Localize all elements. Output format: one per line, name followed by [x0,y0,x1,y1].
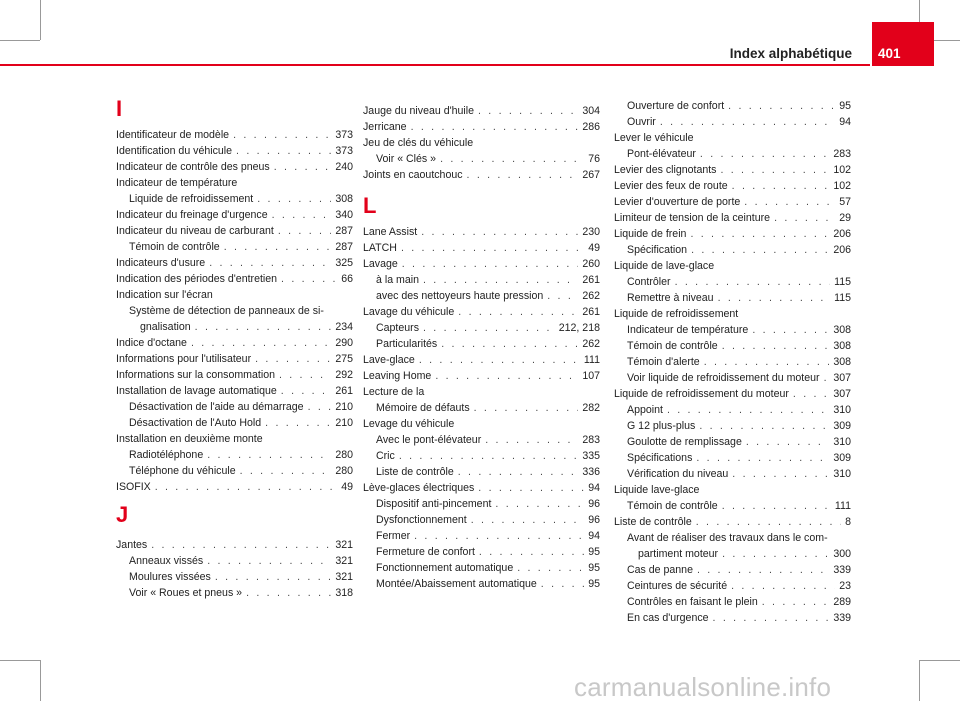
index-entry [614,194,851,210]
index-subentry [627,402,851,418]
index-subentry [376,288,600,304]
entry-label: Spécifications [627,452,693,464]
entry-label: Liste de contrôle [376,466,454,478]
index-subentry [129,191,353,207]
entry-page: 373 [335,129,353,141]
entry-page: 234 [335,321,353,333]
entry-label: Informations pour l'utilisateur [116,353,252,365]
entry-label: Jauge du niveau d'huile [363,105,474,117]
entry-label: Téléphone du véhicule [129,465,236,477]
index-heading [614,306,851,322]
index-subentry [627,594,851,610]
index-subentry [627,98,851,114]
index-entry [116,223,353,239]
entry-page: 309 [833,420,851,432]
entry-label: Indication des périodes d'entretien [116,273,278,285]
index-subentry [129,463,353,479]
entry-page: 95 [588,562,600,574]
entry-page: 96 [588,498,600,510]
entry-label: gnalisation [140,321,191,333]
entry-label: Remettre à niveau [627,292,714,304]
entry-page: 206 [833,228,851,240]
entry-label: Liste de contrôle [614,516,692,528]
entry-page: 115 [834,292,851,304]
entry-page: 210 [335,401,353,413]
section-letter: J [116,502,129,527]
entry-label: G 12 plus-plus [627,420,696,432]
entry-label: Fermeture de confort [376,546,475,558]
index-subentry [129,303,353,319]
index-subentry [376,576,600,592]
entry-label: Cas de panne [627,564,693,576]
entry-label: Ouvrir [627,116,656,128]
entry-page: 290 [335,337,353,349]
entry-page: 321 [335,539,353,551]
entry-page: 309 [833,452,851,464]
entry-label: Contrôles en faisant le plein [627,596,758,608]
entry-page: 102 [833,180,851,192]
entry-label: Moulures vissées [129,571,211,583]
page-number: 401 [878,46,901,61]
entry-page: 287 [335,241,353,253]
index-subentry [376,336,600,352]
entry-label: Témoin d'alerte [627,356,700,368]
entry-page: 111 [834,500,851,512]
entry-label: Indice d'octane [116,337,187,349]
entry-label: Pont-élévateur [627,148,696,160]
entry-page: 286 [582,121,600,133]
entry-label: Liquide lave-glace [614,484,700,496]
index-entry [363,256,600,272]
section-letter: L [363,193,377,218]
index-subentry [627,450,851,466]
entry-label: Indicateur du niveau de carburant [116,225,274,237]
index-subentry [129,399,353,415]
page-title: Index alphabétique [729,46,852,61]
entry-label: Appoint [627,404,663,416]
entry-label: Lane Assist [363,226,418,238]
entry-label: Levage du véhicule [363,418,455,430]
entry-page: 325 [335,257,353,269]
entry-page: 300 [833,548,851,560]
index-entry [363,224,600,240]
entry-label: Fermer [376,530,411,542]
entry-page: 283 [833,148,851,160]
entry-label: Voir « Roues et pneus » [129,587,243,599]
entry-label: Voir « Clés » [376,153,437,165]
index-subentry [376,464,600,480]
entry-label: Indicateur de contrôle des pneus [116,161,270,173]
entry-label: Voir liquide de refroidissement du moteur [627,372,820,384]
index-heading [116,431,353,447]
entry-page: 307 [833,388,851,400]
index-entry [116,127,353,143]
entry-page: 339 [833,564,851,576]
entry-page: 261 [582,274,600,286]
entry-label: Avec le pont-élévateur [376,434,482,446]
entry-label: Vérification du niveau [627,468,729,480]
entry-label: Désactivation de l'aide au démarrage [129,401,304,413]
entry-page: 339 [833,612,851,624]
index-subentry [627,578,851,594]
index-subentry [627,434,851,450]
index-entry [363,240,600,256]
entry-label: Fonctionnement automatique [376,562,514,574]
entry-label: Levier d'ouverture de porte [614,196,741,208]
index-subentry [627,242,851,258]
entry-page: 373 [335,145,353,157]
index-heading [116,287,353,303]
index-subentry [627,274,851,290]
index-subentry [627,466,851,482]
entry-label: Jeu de clés du véhicule [363,137,474,149]
entry-page: 94 [588,530,600,542]
crop-mark [920,660,960,661]
index-subentry [376,496,600,512]
entry-page: 8 [845,516,851,528]
entry-page: 287 [335,225,353,237]
entry-label: Liquide de lave-glace [614,260,715,272]
index-entry [363,352,600,368]
index-subentry [376,528,600,544]
entry-label: Liquide de refroidissement [614,308,739,320]
index-subentry [627,530,851,546]
entry-label: Témoin de contrôle [129,241,220,253]
entry-page: 23 [839,580,851,592]
entry-page: 49 [341,481,353,493]
entry-label: Cric [376,450,395,462]
entry-label: Indicateur de température [116,177,238,189]
entry-page: 210 [335,417,353,429]
index-entry [116,367,353,383]
entry-label: Identification du véhicule [116,145,233,157]
entry-label: Informations sur la consommation [116,369,275,381]
watermark: carmanualsonline.info [574,672,832,702]
entry-label: Jerricane [363,121,407,133]
entry-page: 102 [833,164,851,176]
entry-page: 275 [335,353,353,365]
index-entry [116,383,353,399]
index-subentry [627,498,851,514]
index-subentry [627,290,851,306]
index-subentry [376,272,600,288]
index-subentry [627,354,851,370]
index-entry [116,271,353,287]
index-entry [363,304,600,320]
entry-page: 95 [588,578,600,590]
entry-page: 335 [582,450,600,462]
index-subentry [376,400,600,416]
index-subentry [376,432,600,448]
entry-label: Indicateurs d'usure [116,257,206,269]
crop-mark [40,0,41,40]
entry-label: Lavage [363,258,398,270]
entry-page: 310 [833,436,851,448]
entry-page: 280 [335,449,353,461]
entry-label: LATCH [363,242,397,254]
index-subentry [627,418,851,434]
index-subentry-continued [140,319,353,335]
index-entry [116,335,353,351]
index-subentry [627,146,851,162]
entry-label: Lecture de la [363,386,425,398]
entry-label: Liquide de refroidissement du moteur [614,388,789,400]
index-subentry [627,322,851,338]
entry-page: 115 [834,276,851,288]
entry-page: 95 [588,546,600,558]
entry-page: 304 [582,105,600,117]
entry-page: 336 [582,466,600,478]
index-entry [363,119,600,135]
entry-page: 95 [839,100,851,112]
index-heading [614,130,851,146]
crop-mark [919,660,920,701]
index-subentry-continued [638,546,851,562]
index-entry [614,386,851,402]
index-entry [614,210,851,226]
entry-page: 262 [582,338,600,350]
entry-page: 289 [833,596,851,608]
index-subentry [376,448,600,464]
entry-page: 321 [335,571,353,583]
index-subentry [376,544,600,560]
entry-label: Dispositif anti-pincement [376,498,492,510]
index-subentry [129,447,353,463]
index-entry [614,226,851,242]
entry-page: 318 [335,587,353,599]
entry-label: Ouverture de confort [627,100,725,112]
entry-label: Jantes [116,539,148,551]
index-entry [363,103,600,119]
entry-label: Dysfonctionnement [376,514,467,526]
entry-label: Liquide de refroidissement [129,193,254,205]
index-heading [116,175,353,191]
index-subentry [129,585,353,601]
index-subentry [627,370,851,386]
entry-page: 206 [833,244,851,256]
entry-label: Levier des feux de route [614,180,728,192]
entry-label: Radiotéléphone [129,449,204,461]
entry-label: Particularités [376,338,438,350]
entry-label: Anneaux vissés [129,555,204,567]
entry-label: Indication sur l'écran [116,289,213,301]
entry-page: 340 [335,209,353,221]
entry-label: Indicateur du freinage d'urgence [116,209,268,221]
entry-label: Installation de lavage automatique [116,385,277,397]
entry-page: 321 [335,555,353,567]
entry-page: 94 [839,116,851,128]
index-entry [116,351,353,367]
entry-page: 94 [588,482,600,494]
entry-page: 29 [839,212,851,224]
entry-label: Mémoire de défauts [376,402,470,414]
entry-label: Installation en deuxième monte [116,433,263,445]
entry-label: Lever le véhicule [614,132,694,144]
entry-page: 260 [582,258,600,270]
index-subentry [376,320,600,336]
index-subentry [627,562,851,578]
index-entry [363,368,600,384]
index-subentry [129,569,353,585]
header-rule [0,64,870,66]
entry-page: 292 [335,369,353,381]
entry-page: 66 [341,273,353,285]
entry-label: Limiteur de tension de la ceinture [614,212,771,224]
entry-label: Liquide de frein [614,228,687,240]
entry-page: 310 [833,404,851,416]
index-subentry [129,239,353,255]
entry-label: Spécification [627,244,688,256]
entry-label: Avant de réaliser des travaux dans le com- [627,532,828,544]
index-subentry [627,338,851,354]
entry-page: 212, 218 [558,322,600,334]
index-entry [116,479,353,495]
index-subentry [627,114,851,130]
entry-page: 49 [588,242,600,254]
entry-label: à la main [376,274,419,286]
index-entry [116,143,353,159]
index-subentry [627,610,851,626]
entry-label: Ceintures de sécurité [627,580,728,592]
entry-page: 308 [335,193,353,205]
index-heading [614,258,851,274]
entry-label: Désactivation de l'Auto Hold [129,417,262,429]
entry-page: 262 [582,290,600,302]
entry-page: 261 [335,385,353,397]
index-entry [614,178,851,194]
crop-mark [40,660,41,701]
entry-page: 240 [335,161,353,173]
entry-page: 57 [839,196,851,208]
entry-page: 282 [582,402,600,414]
index-entry [116,207,353,223]
crop-mark [0,40,40,41]
entry-label: Système de détection de panneaux de si- [129,305,324,317]
entry-label: En cas d'urgence [627,612,709,624]
index-entry [116,255,353,271]
index-subentry [129,415,353,431]
index-heading [363,384,600,400]
entry-page: 308 [833,356,851,368]
entry-label: partiment moteur [638,548,719,560]
entry-page: 267 [582,169,600,181]
crop-mark [0,660,40,661]
index-entry [116,159,353,175]
index-subentry [129,553,353,569]
entry-label: Goulotte de remplissage [627,436,742,448]
entry-label: Identificateur de modèle [116,129,230,141]
entry-page: 308 [833,324,851,336]
entry-label: Témoin de contrôle [627,340,718,352]
entry-label: Contrôler [627,276,671,288]
entry-label: Lave-glace [363,354,415,366]
entry-page: 310 [833,468,851,480]
index-subentry [376,512,600,528]
index-heading [363,416,600,432]
entry-label: Lève-glaces électriques [363,482,475,494]
entry-page: 280 [335,465,353,477]
entry-page: 96 [588,514,600,526]
entry-label: Leaving Home [363,370,432,382]
index-entry [116,537,353,553]
entry-page: 107 [582,370,600,382]
entry-page: 261 [582,306,600,318]
index-heading [363,135,600,151]
entry-label: Lavage du véhicule [363,306,455,318]
index-heading [614,482,851,498]
entry-page: 111 [583,354,600,366]
entry-page: 283 [582,434,600,446]
entry-label: Joints en caoutchouc [363,169,463,181]
entry-page: 308 [833,340,851,352]
entry-page: 76 [588,153,600,165]
entry-label: Montée/Abaissement automatique [376,578,537,590]
index-entry [363,167,600,183]
index-entry [614,162,851,178]
index-subentry [376,151,600,167]
entry-label: Levier des clignotants [614,164,717,176]
entry-label: ISOFIX [116,481,151,493]
index-entry [363,480,600,496]
entry-label: Indicateur de température [627,324,749,336]
index-subentry [376,560,600,576]
entry-label: avec des nettoyeurs haute pression [376,290,544,302]
entry-page: 230 [582,226,600,238]
entry-label: Témoin de contrôle [627,500,718,512]
entry-label: Capteurs [376,322,419,334]
index-entry [614,514,851,530]
section-letter: I [116,96,123,121]
entry-page: 307 [833,372,851,384]
